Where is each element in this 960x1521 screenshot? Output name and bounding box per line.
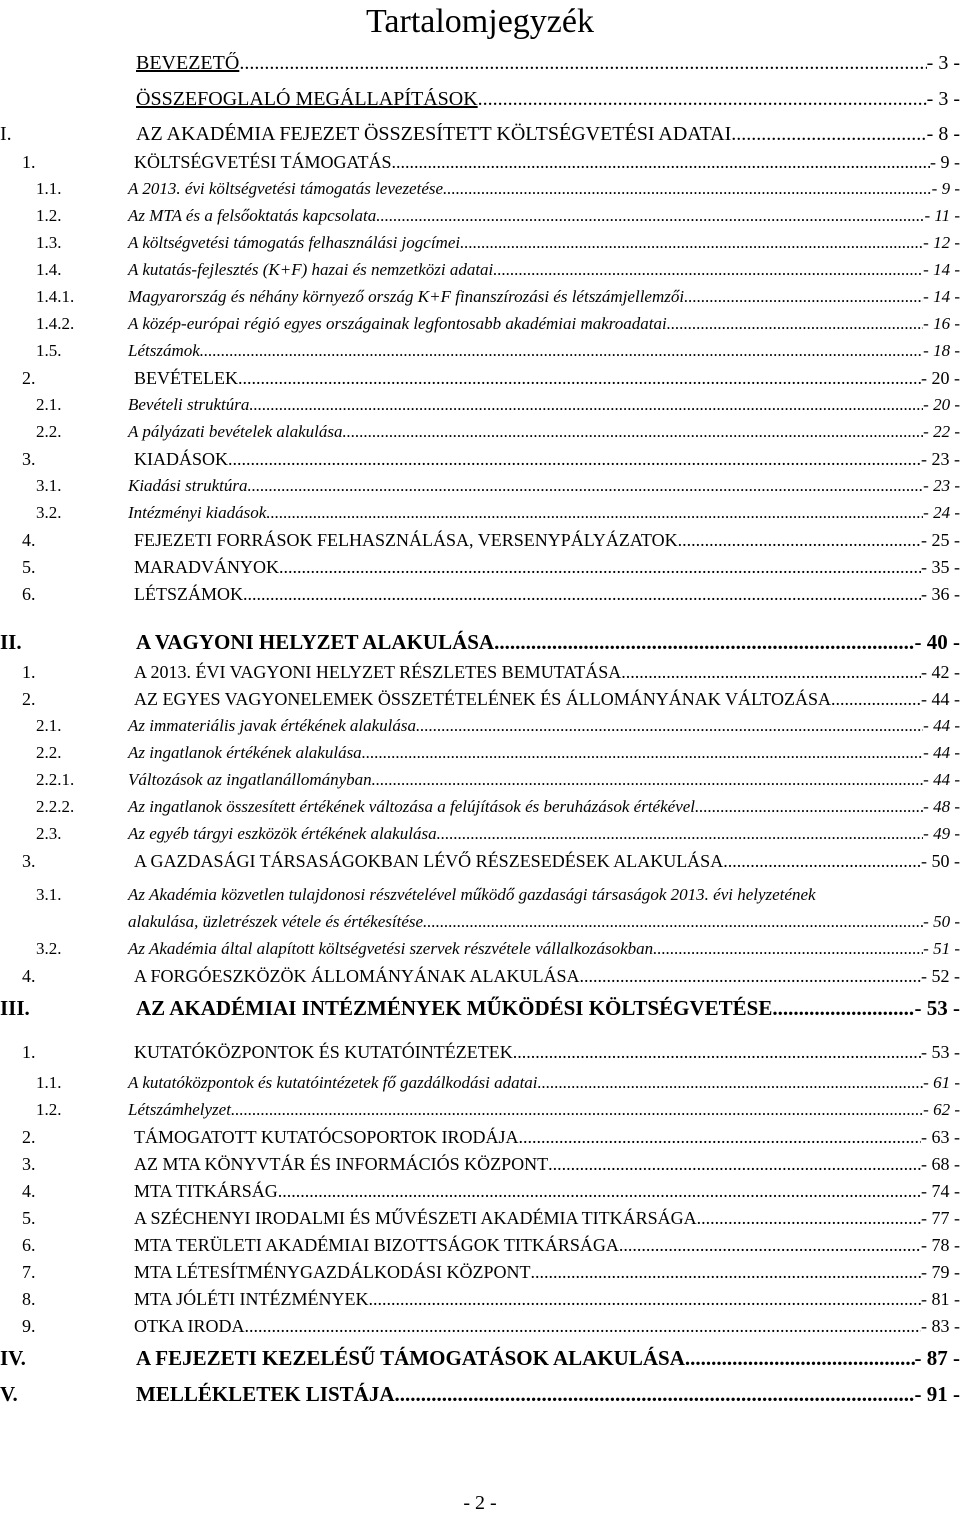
toc-entry-number: 2.3. [36,824,62,843]
toc-entry-label: A kutatás-fejlesztés (K+F) hazai és nemzetközi adatai [128,260,494,279]
toc-entry-label: AZ EGYES VAGYONELEMEK ÖSSZETÉTELÉNEK ÉS ÁLLOMÁNYÁNAK VÁLTOZÁSA [134,689,831,709]
toc-entry[interactable] [0,260,960,280]
toc-entry-page: - 44 - [923,743,960,762]
toc-entry-page: - 91 - [914,1382,960,1406]
toc-entry-number: 2.1. [36,716,62,735]
toc-entry-page: - 14 - [923,287,960,306]
toc-leader-dots [369,1289,921,1310]
toc-leader-dots [548,1154,921,1175]
toc-entry-label: MTA TERÜLETI AKADÉMIAI BIZOTTSÁGOK TITKÁRSÁGA [134,1235,619,1255]
toc-leader-dots [238,368,921,389]
toc-entry-page: - 14 - [923,260,960,279]
toc-entry-page: - 36 - [921,584,960,604]
toc-entry-page: - 23 - [921,449,960,469]
toc-entry-number: 1.3. [36,233,62,252]
toc-entry-label: Az MTA és a felsőoktatás kapcsolata [128,206,377,225]
toc-leader-dots [392,152,930,173]
toc-entry[interactable] [0,368,960,389]
toc-entry-page: - 40 - [914,630,960,654]
toc-leader-dots [621,662,921,683]
toc-leader-dots [667,314,923,334]
toc-entry-page: - 63 - [921,1127,960,1147]
toc-entry-page: - 48 - [923,797,960,816]
toc-entry-label: A FEJEZETI KEZELÉSŰ TÁMOGATÁSOK ALAKULÁSA [136,1346,685,1370]
toc-entry-label: MTA LÉTESÍTMÉNYGAZDÁLKODÁSI KÖZPONT [134,1262,531,1282]
toc-leader-dots [278,1181,921,1202]
toc-entry[interactable] [0,824,960,844]
toc-entry[interactable] [0,1100,960,1120]
toc-entry-number: 1.4. [36,260,62,279]
toc-entry-page: - 44 - [923,770,960,789]
toc-entry-number: 3.1. [36,885,62,904]
toc-entry-number: 4. [22,966,36,986]
toc-leader-dots [416,716,923,736]
toc-leader-dots [443,179,932,199]
toc-entry-label: Bevételi struktúra [128,395,250,414]
toc-leader-dots [279,557,921,578]
toc-entry-label: KIADÁSOK [134,449,228,469]
toc-leader-dots [531,1262,921,1283]
toc-leader-dots [519,1127,921,1148]
toc-entry-number: 1.1. [36,179,62,198]
toc-entry[interactable] [0,584,960,605]
toc-entry-page: - 20 - [923,395,960,414]
toc-entry-page: - 3 - [926,88,960,110]
toc-entry-page: - 44 - [921,689,960,709]
toc-entry-page: - 50 - [923,912,960,931]
toc-entry-label: BEVEZETŐ [136,52,240,74]
toc-entry[interactable] [0,1316,960,1337]
toc-leader-dots [619,1235,921,1256]
toc-entry-label: MTA TITKÁRSÁG [134,1181,278,1201]
toc-entry-number: 2.2. [36,422,62,441]
toc-entry-label: MELLÉKLETEK LISTÁJA [136,1382,395,1406]
toc-entry-number: II. [0,630,22,654]
toc-entry[interactable] [0,179,960,199]
toc-entry-number: 4. [22,530,36,550]
toc-leader-dots [249,395,923,415]
toc-leader-dots [362,743,923,763]
toc-leader-dots [266,503,923,523]
toc-entry-label: A 2013. évi költségvetési támogatás levezetése [128,179,444,198]
toc-entry-page: - 23 - [923,476,960,495]
toc-entry[interactable] [0,996,960,1021]
toc-leader-dots [248,476,924,496]
toc-entry-page: - 3 - [926,52,960,74]
toc-leader-dots [231,1100,923,1120]
toc-entry[interactable] [0,1289,960,1310]
toc-leader-dots [376,206,924,226]
toc-entry[interactable] [0,1346,960,1371]
toc-leader-dots [723,851,921,872]
toc-leader-dots [372,770,924,790]
toc-entry-page: - 52 - [921,966,960,986]
toc-entry-number: 2. [22,689,36,709]
toc-entry-label: Az egyéb tárgyi eszközök értékének alakulása [128,824,437,843]
toc-leader-dots [513,1042,921,1063]
toc-entry-page: - 12 - [923,233,960,252]
toc-entry-label: A kutatóközpontok és kutatóintézetek fő gazdálkodási adatai [128,1073,538,1092]
toc-entry[interactable] [0,233,960,253]
toc-entry-label: OTKA IRODA [134,1316,245,1336]
toc-entry[interactable] [0,885,960,905]
page-title: Tartalomjegyzék [366,3,594,40]
toc-entry-page: - 50 - [921,851,960,871]
toc-entry-page: - 51 - [923,939,960,958]
toc-entry-label: A SZÉCHENYI IRODALMI ÉS MŰVÉSZETI AKADÉMIA TITKÁRSÁGA [134,1208,697,1228]
toc-entry-page: - 24 - [923,503,960,522]
toc-entry-number: 2.2.2. [36,797,75,816]
toc-entry-label: ÖSSZEFOGLALÓ MEGÁLLAPÍTÁSOK [136,88,478,110]
toc-entry-label: AZ AKADÉMIAI INTÉZMÉNYEK MŰKÖDÉSI KÖLTSÉGVETÉSE [136,996,773,1020]
toc-leader-dots [239,52,926,75]
toc-entry-number: 3. [22,851,36,871]
toc-entry-label: AZ MTA KÖNYVTÁR ÉS INFORMÁCIÓS KÖZPONT [134,1154,549,1174]
toc-entry-number: 5. [22,1208,36,1228]
toc-entry-page: - 74 - [921,1181,960,1201]
toc-leader-dots [437,824,924,844]
toc-entry[interactable] [0,557,960,578]
toc-leader-dots [494,630,914,655]
toc-entry[interactable] [0,716,960,736]
toc-entry-label: A FORGÓESZKÖZÖK ÁLLOMÁNYÁNAK ALAKULÁSA [134,966,580,986]
toc-entry[interactable] [0,1042,960,1063]
toc-entry[interactable] [0,52,960,75]
toc-entry[interactable] [0,1181,960,1202]
toc-entry-label: TÁMOGATOTT KUTATÓCSOPORTOK IRODÁJA [134,1127,519,1147]
toc-entry[interactable] [0,1127,960,1148]
toc-entry-label: BEVÉTELEK [134,368,238,388]
toc-entry-page: - 11 - [924,206,960,225]
toc-entry[interactable] [0,1262,960,1283]
toc-leader-dots [580,966,922,987]
toc-entry-number: 6. [22,584,36,604]
toc-entry[interactable] [0,797,960,817]
toc-entry-page: - 20 - [921,368,960,388]
toc-entry-page: - 77 - [921,1208,960,1228]
toc-entry-number: 1.4.1. [36,287,75,306]
toc-entry-label: AZ AKADÉMIA FEJEZET ÖSSZESÍTETT KÖLTSÉGVETÉSI ADATAI [136,123,732,145]
toc-entry[interactable] [0,770,960,790]
toc-entry-number: III. [0,996,30,1020]
toc-entry-number: 1. [22,1042,36,1062]
toc-leader-dots [695,797,923,817]
toc-leader-dots [228,449,921,470]
toc-leader-dots [200,341,923,361]
toc-entry[interactable] [0,1073,960,1093]
toc-entry-page: - 61 - [923,1073,960,1092]
toc-entry-page: - 9 - [930,152,960,172]
toc-entry-page: - 53 - [921,1042,960,1062]
toc-entry-page: - 16 - [923,314,960,333]
toc-entry-number: 1.4.2. [36,314,75,333]
toc-entry-number: 5. [22,557,36,577]
toc-entry-label: Intézményi kiadások [128,503,267,522]
toc-entry-number: 1. [22,152,36,172]
toc-entry-label: MARADVÁNYOK [134,557,280,577]
toc-entry-number: 2.2. [36,743,62,762]
toc-entry-label: alakulása, üzletrészek vétele és értékesítése [128,912,424,931]
toc-entry-page: - 81 - [921,1289,960,1309]
toc-entry-number: 1.1. [36,1073,62,1092]
toc-entry-label: A költségvetési támogatás felhasználási jogcímei [128,233,461,252]
toc-leader-dots [772,996,914,1021]
toc-entry-number: 4. [22,1181,36,1201]
toc-entry[interactable] [0,1154,960,1175]
toc-entry[interactable] [0,152,960,173]
toc-entry-number: 2. [22,368,36,388]
toc-entry-number: 3. [22,449,36,469]
toc-leader-dots [493,260,923,280]
toc-leader-dots [831,689,921,710]
toc-leader-dots [243,584,921,605]
toc-entry[interactable] [0,530,960,551]
toc-entry-label: KÖLTSÉGVETÉSI TÁMOGATÁS [134,152,392,172]
toc-entry-page: - 44 - [923,716,960,735]
toc-entry-label: Létszámok [128,341,200,360]
toc-entry[interactable] [0,287,960,307]
toc-entry-page: - 22 - [923,422,960,441]
toc-entry-number: 3.1. [36,476,62,495]
toc-entry-page: - 79 - [921,1262,960,1282]
toc-leader-dots [478,88,927,111]
toc-entry-number: 8. [22,1289,36,1309]
toc-entry-label: MTA JÓLÉTI INTÉZMÉNYEK [134,1289,369,1309]
toc-entry-label: Változások az ingatlanállományban [128,770,372,789]
toc-entry-page: - 9 - [931,179,960,198]
toc-entry[interactable] [0,314,960,334]
toc-leader-dots [697,1208,921,1229]
toc-entry-page: - 35 - [921,557,960,577]
toc-leader-dots [342,422,923,442]
toc-entry[interactable] [0,1208,960,1229]
toc-leader-dots [731,123,926,146]
toc-entry[interactable] [0,1235,960,1256]
toc-entry-label: A GAZDASÁGI TÁRSASÁGOKBAN LÉVŐ RÉSZESEDÉSEK ALAKULÁSA [134,851,724,871]
toc-leader-dots [678,530,921,551]
toc-leader-dots [684,287,923,307]
toc-entry[interactable] [0,1382,960,1407]
toc-entry-page: - 53 - [914,996,960,1020]
toc-entry[interactable] [0,476,960,496]
toc-entry-label: FEJEZETI FORRÁSOK FELHASZNÁLÁSA, VERSENYPÁLYÁZATOK [134,530,678,550]
toc-entry-number: 6. [22,1235,36,1255]
toc-entry-page: - 49 - [923,824,960,843]
toc-entry-number: 2.2.1. [36,770,75,789]
toc-entry-number: 2. [22,1127,36,1147]
toc-entry-page: - 83 - [921,1316,960,1336]
toc-entry[interactable] [0,630,960,655]
toc-entry-label: Kiadási struktúra [128,476,248,495]
toc-entry-number: 3.2. [36,503,62,522]
toc-leader-dots [395,1382,915,1407]
toc-entry-number: IV. [0,1346,26,1370]
toc-entry-page: - 62 - [923,1100,960,1119]
toc-entry-page: - 68 - [921,1154,960,1174]
toc-entry-label: LÉTSZÁMOK [134,584,243,604]
toc-entry[interactable] [0,123,960,146]
toc-entry-label: Az immateriális javak értékének alakulása [128,716,416,735]
toc-entry[interactable] [0,206,960,226]
toc-leader-dots [538,1073,924,1093]
toc-entry-page: - 42 - [921,662,960,682]
toc-entry-label: Az ingatlanok összesített értékének változása a felújítások és beruházások értékével [128,797,696,816]
toc-entry-label: KUTATÓKÖZPONTOK ÉS KUTATÓINTÉZETEK [134,1042,513,1062]
toc-entry[interactable] [0,851,960,872]
toc-entry-number: 1.2. [36,1100,62,1119]
page-number-footer: - 2 - [463,1492,497,1514]
toc-entry[interactable] [0,395,960,415]
toc-entry-page: - 18 - [923,341,960,360]
toc-entry-label: A VAGYONI HELYZET ALAKULÁSA [136,630,495,654]
toc-entry[interactable] [0,503,960,523]
toc-entry[interactable] [0,912,960,932]
toc-entry-label: Az Akadémia által alapított költségvetési szervek részvétele vállalkozásokban [128,939,654,958]
toc-entry-page: - 87 - [914,1346,960,1370]
toc-entry-page: - 8 - [926,123,960,145]
toc-leader-dots [685,1346,915,1371]
toc-entry-label: A pályázati bevételek alakulása [128,422,343,441]
toc-entry-page: - 78 - [921,1235,960,1255]
toc-entry-page: - 25 - [921,530,960,550]
toc-entry-label: Létszámhelyzet [128,1100,231,1119]
toc-entry-label: Az ingatlanok értékének alakulása [128,743,362,762]
toc-entry-number: 3.2. [36,939,62,958]
toc-entry-number: 2.1. [36,395,62,414]
toc-entry[interactable] [0,689,960,710]
toc-entry-number: 9. [22,1316,36,1336]
toc-leader-dots [423,912,923,932]
toc-leader-dots [245,1316,922,1337]
toc-entry-label: Magyarország és néhány környező ország K+F finanszírozási és létszámjellemzői [128,287,685,306]
toc-entry-label: A közép-európai régió egyes országainak legfontosabb akadémiai makroadatai [128,314,667,333]
toc-entry-number: 3. [22,1154,36,1174]
toc-entry-number: V. [0,1382,18,1406]
toc-entry-number: 1. [22,662,36,682]
toc-entry-number: I. [0,123,12,145]
toc-entry[interactable] [0,449,960,470]
toc-entry[interactable] [0,662,960,683]
toc-entry-label: A 2013. ÉVI VAGYONI HELYZET RÉSZLETES BEMUTATÁSA [134,662,622,682]
toc-entry[interactable] [0,88,960,111]
toc-entry-number: 1.5. [36,341,62,360]
toc-entry[interactable] [0,422,960,442]
toc-entry[interactable] [0,939,960,959]
toc-leader-dots [460,233,923,253]
toc-entry-number: 7. [22,1262,36,1282]
toc-entry[interactable] [0,743,960,763]
toc-entry-label: Az Akadémia közvetlen tulajdonosi részvételével működő gazdasági társaságok 2013. évi helyzetének [128,885,816,904]
toc-entry[interactable] [0,341,960,361]
toc-leader-dots [653,939,923,959]
toc-entry-number: 1.2. [36,206,62,225]
toc-entry[interactable] [0,966,960,987]
